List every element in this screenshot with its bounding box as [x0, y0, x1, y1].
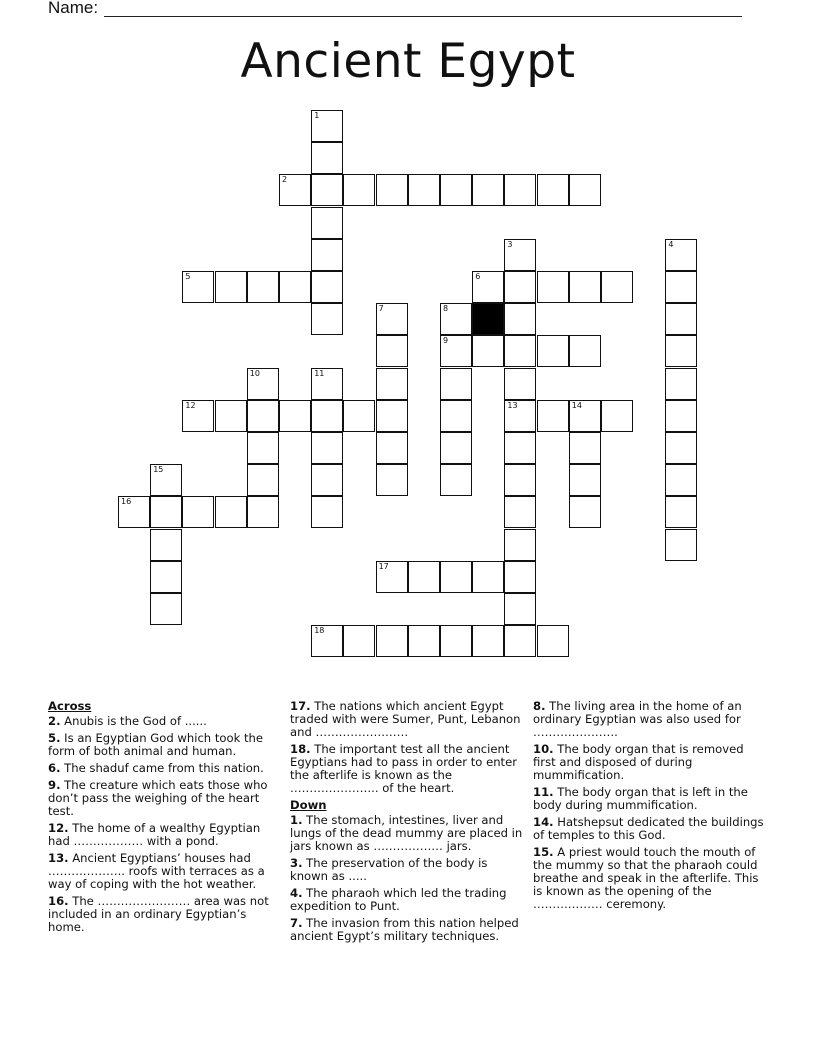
- down-clue-8: 8. The living area in the home of an ordinary Egyptian was also used for ………………….: [533, 699, 742, 739]
- cell-number: 12: [185, 400, 196, 410]
- across-heading: Across: [48, 699, 92, 713]
- down-clue-15: 15. A priest would touch the mouth of the mummy so that the pharaoh could breathe and speak in the afterlife. This is known as the opening of the ……………… ceremony.: [533, 845, 759, 911]
- grid-cell[interactable]: [215, 496, 247, 528]
- grid-cell[interactable]: [569, 271, 601, 303]
- grid-cell[interactable]: [279, 271, 311, 303]
- down-clue-11: 11. The body organ that is left in the body during mummification.: [533, 785, 748, 812]
- grid-cell[interactable]: [569, 335, 601, 367]
- grid-cell[interactable]: [569, 174, 601, 206]
- grid-cell[interactable]: [440, 368, 472, 400]
- grid-cell[interactable]: [376, 625, 408, 657]
- across-clue-12: 12. The home of a wealthy Egyptian had ……………… with a pond.: [48, 821, 261, 848]
- grid-cell[interactable]: [569, 432, 601, 464]
- grid-cell-blocked: [472, 303, 504, 335]
- grid-cell[interactable]: [311, 400, 343, 432]
- clue-column-3: [533, 700, 769, 915]
- cell-number: 13: [507, 400, 518, 410]
- grid-cell[interactable]: [247, 271, 279, 303]
- grid-cell[interactable]: [311, 207, 343, 239]
- grid-cell[interactable]: [665, 368, 697, 400]
- grid-cell[interactable]: [504, 271, 536, 303]
- down-clue-1: 1. The stomach, intestines, liver and lungs of the dead mummy are placed in jars known as ……………… jars.: [290, 813, 523, 853]
- grid-cell[interactable]: [215, 271, 247, 303]
- grid-cell[interactable]: [472, 271, 504, 303]
- grid-cell[interactable]: [311, 271, 343, 303]
- grid-cell[interactable]: [440, 625, 472, 657]
- cell-number: 5: [185, 272, 191, 281]
- grid-cell[interactable]: [665, 335, 697, 367]
- grid-cell[interactable]: [665, 271, 697, 303]
- grid-cell[interactable]: [504, 400, 536, 432]
- grid-cell[interactable]: [472, 335, 504, 367]
- grid-cell[interactable]: [504, 368, 536, 400]
- grid-cell[interactable]: [665, 529, 697, 561]
- grid-cell[interactable]: [247, 496, 279, 528]
- grid-cell[interactable]: [440, 400, 472, 432]
- grid-cell[interactable]: [665, 303, 697, 335]
- cell-number: 6: [475, 272, 481, 281]
- cell-number: 16: [121, 497, 132, 507]
- cell-number: 11: [314, 368, 325, 378]
- grid-cell[interactable]: [376, 335, 408, 367]
- grid-cell[interactable]: [247, 432, 279, 464]
- grid-cell[interactable]: [311, 142, 343, 174]
- grid-cell[interactable]: [472, 561, 504, 593]
- clue-column-2: [290, 700, 526, 947]
- grid-cell[interactable]: [150, 593, 182, 625]
- grid-cell[interactable]: [150, 529, 182, 561]
- grid-cell[interactable]: [504, 529, 536, 561]
- grid-cell[interactable]: [537, 335, 569, 367]
- cell-number: 10: [249, 368, 260, 378]
- grid-cell[interactable]: [537, 625, 569, 657]
- grid-cell[interactable]: [504, 625, 536, 657]
- across-clue-9: 9. The creature which eats those who don’t pass the weighing of the heart test.: [48, 778, 268, 818]
- grid-cell[interactable]: [408, 561, 440, 593]
- cell-number: 4: [668, 239, 674, 249]
- grid-cell[interactable]: [569, 496, 601, 528]
- down-clue-3: 3. The preservation of the body is known as .....: [290, 856, 488, 883]
- grid-cell[interactable]: [601, 400, 633, 432]
- down-heading: Down: [290, 798, 327, 812]
- grid-cell[interactable]: [343, 174, 375, 206]
- grid-cell[interactable]: [311, 625, 343, 657]
- grid-cell[interactable]: [247, 464, 279, 496]
- grid-cell[interactable]: [150, 496, 182, 528]
- grid-cell[interactable]: [504, 239, 536, 271]
- grid-cell[interactable]: [504, 335, 536, 367]
- cell-number: 1: [314, 111, 320, 120]
- grid-cell[interactable]: [376, 432, 408, 464]
- down-clue-10: 10. The body organ that is removed first and disposed of during mummification.: [533, 742, 744, 782]
- cell-number: 14: [571, 400, 582, 410]
- grid-cell[interactable]: [150, 561, 182, 593]
- grid-cell[interactable]: [376, 368, 408, 400]
- across-clue-13: 13. Ancient Egyptians’ houses had ……………….. roofs with terraces as a way of coping with the hot weather.: [48, 851, 265, 891]
- grid-cell[interactable]: [311, 303, 343, 335]
- grid-cell[interactable]: [504, 303, 536, 335]
- cell-number: 17: [378, 561, 389, 571]
- grid-cell[interactable]: [376, 174, 408, 206]
- grid-cell[interactable]: [376, 464, 408, 496]
- grid-cell[interactable]: [408, 625, 440, 657]
- across-clue-2: 2. Anubis is the God of ......: [48, 714, 207, 728]
- grid-cell[interactable]: [440, 432, 472, 464]
- across-clue-5: 5. Is an Egyptian God which took the form of both animal and human.: [48, 731, 264, 758]
- grid-cell[interactable]: [182, 400, 214, 432]
- grid-cell[interactable]: [311, 239, 343, 271]
- cell-number: 18: [314, 626, 325, 636]
- grid-cell[interactable]: [504, 464, 536, 496]
- cell-number: 7: [378, 304, 384, 314]
- cell-number: 9: [443, 336, 449, 346]
- grid-cell[interactable]: [665, 400, 697, 432]
- grid-cell[interactable]: [343, 625, 375, 657]
- grid-cell[interactable]: [376, 561, 408, 593]
- across-clue-17: 17. The nations which ancient Egypt traded with were Sumer, Punt, Lebanon and ……………………: [290, 699, 521, 739]
- grid-cell[interactable]: [311, 174, 343, 206]
- grid-cell[interactable]: [569, 400, 601, 432]
- grid-cell[interactable]: [311, 368, 343, 400]
- grid-cell[interactable]: [472, 625, 504, 657]
- grid-cell[interactable]: [440, 174, 472, 206]
- grid-cell[interactable]: [215, 400, 247, 432]
- grid-cell[interactable]: [440, 561, 472, 593]
- grid-cell[interactable]: [182, 496, 214, 528]
- down-clue-4: 4. The pharaoh which led the trading expedition to Punt.: [290, 886, 507, 913]
- grid-cell[interactable]: [440, 335, 472, 367]
- grid-cell[interactable]: [311, 110, 343, 142]
- down-clue-7: 7. The invasion from this nation helped ancient Egypt’s military techniques.: [290, 916, 519, 943]
- grid-cell[interactable]: [311, 432, 343, 464]
- grid-cell[interactable]: [408, 174, 440, 206]
- grid-cell[interactable]: [150, 464, 182, 496]
- grid-cell[interactable]: [182, 271, 214, 303]
- grid-cell[interactable]: [537, 271, 569, 303]
- grid-cell[interactable]: [247, 368, 279, 400]
- grid-cell[interactable]: [504, 496, 536, 528]
- cell-number: 2: [282, 175, 288, 185]
- grid-cell[interactable]: [569, 464, 601, 496]
- cell-number: 3: [507, 239, 513, 249]
- grid-cell[interactable]: [504, 432, 536, 464]
- grid-cell[interactable]: [665, 464, 697, 496]
- grid-cell[interactable]: [665, 496, 697, 528]
- page-title: Ancient Egypt: [240, 34, 576, 89]
- grid-cell[interactable]: [279, 174, 311, 206]
- across-clue-16: 16. The …………………… area was not included in an ordinary Egyptian’s home.: [48, 894, 269, 934]
- grid-cell[interactable]: [504, 174, 536, 206]
- grid-cell[interactable]: [440, 303, 472, 335]
- grid-cell[interactable]: [665, 239, 697, 271]
- grid-cell[interactable]: [311, 464, 343, 496]
- down-clue-14: 14. Hatshepsut dedicated the buildings of temples to this God.: [533, 815, 764, 842]
- clue-column-1: [48, 700, 270, 938]
- grid-cell[interactable]: [504, 593, 536, 625]
- grid-cell[interactable]: [376, 400, 408, 432]
- grid-cell[interactable]: [537, 400, 569, 432]
- grid-cell[interactable]: [665, 432, 697, 464]
- grid-cell[interactable]: [601, 271, 633, 303]
- across-clue-18: 18. The important test all the ancient Egyptians had to pass in order to enter the afterlife is known as the ………………….. of the heart.: [290, 742, 518, 795]
- grid-cell[interactable]: [376, 303, 408, 335]
- cell-number: 15: [153, 465, 164, 475]
- grid-cell[interactable]: [472, 174, 504, 206]
- across-clue-6: 6. The shaduf came from this nation.: [48, 761, 264, 775]
- grid-cell[interactable]: [343, 400, 375, 432]
- grid-cell[interactable]: [311, 496, 343, 528]
- grid-cell[interactable]: [247, 400, 279, 432]
- grid-cell[interactable]: [279, 400, 311, 432]
- cell-number: 8: [443, 304, 449, 314]
- grid-cell[interactable]: [440, 464, 472, 496]
- grid-cell[interactable]: [118, 496, 150, 528]
- grid-cell[interactable]: [537, 174, 569, 206]
- name-label: Name:: [48, 0, 99, 17]
- grid-cell[interactable]: [504, 561, 536, 593]
